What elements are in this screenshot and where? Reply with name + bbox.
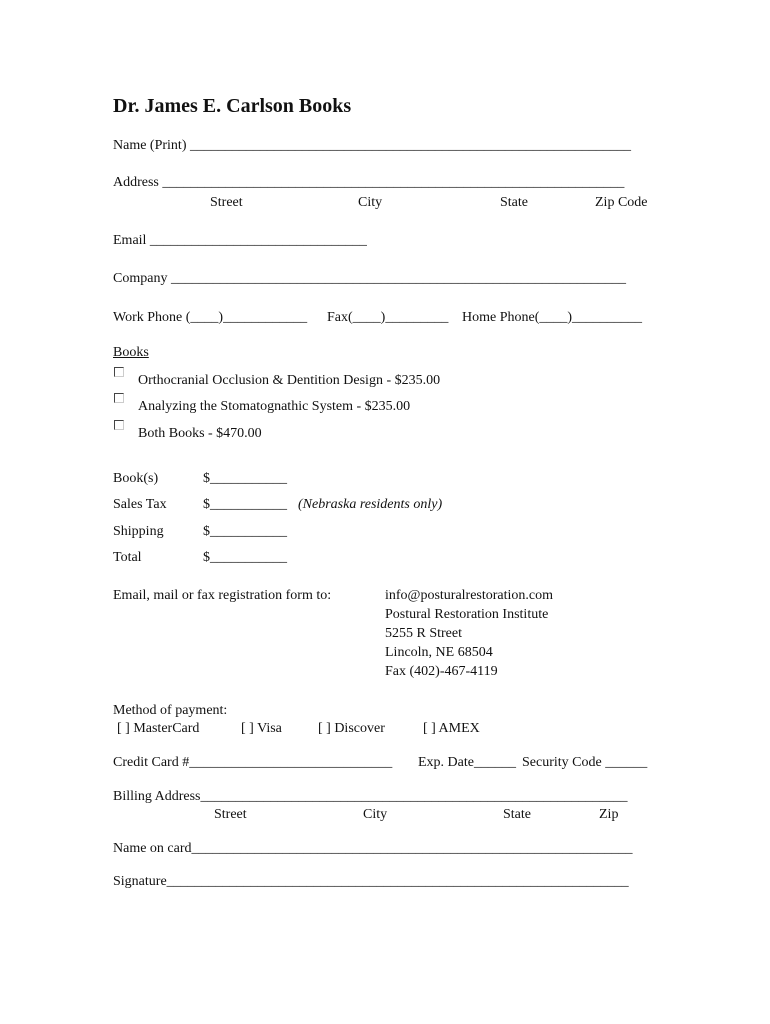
send-to-street: 5255 R Street [385,626,462,641]
address-state-label: State [500,195,528,210]
book-2-checkbox[interactable] [114,393,124,403]
home-phone-field[interactable]: Home Phone(____)__________ [462,310,643,325]
payment-heading: Method of payment: [113,703,228,718]
address-city-label: City [358,195,383,210]
book-2-label: Analyzing the Stomatognathic System - $235.00 [138,399,411,414]
sales-tax-label: Sales Tax [113,497,167,512]
address-street-label: Street [210,195,243,210]
address-field[interactable]: Address __________________________________________________________________ [113,175,625,190]
books-total-label: Book(s) [113,471,159,486]
send-to-label: Email, mail or fax registration form to: [113,588,332,603]
total-label: Total [113,550,142,565]
billing-zip-label: Zip [599,807,619,822]
company-field[interactable]: Company _________________________________________________________________ [113,271,626,286]
billing-state-label: State [503,807,531,822]
shipping-label: Shipping [113,524,164,539]
name-on-card-field[interactable]: Name on card_______________________________________________________________ [113,841,633,856]
send-to-fax: Fax (402)-467-4119 [385,664,498,679]
sales-tax-field[interactable]: $___________ [203,497,287,512]
signature-field[interactable]: Signature__________________________________________________________________ [113,874,629,889]
send-to-org: Postural Restoration Institute [385,607,549,622]
billing-city-label: City [363,807,388,822]
fax-field[interactable]: Fax(____)_________ [327,310,449,325]
credit-card-field[interactable]: Credit Card #_____________________________ [113,755,393,770]
payment-mastercard-option[interactable]: [ ] MasterCard [117,721,200,736]
security-code-field[interactable]: Security Code ______ [522,755,648,770]
books-heading: Books [113,345,149,360]
page-title: Dr. James E. Carlson Books [113,95,352,117]
payment-discover-option[interactable]: [ ] Discover [318,721,385,736]
send-to-email: info@posturalrestoration.com [385,588,554,603]
payment-amex-option[interactable]: [ ] AMEX [423,721,480,736]
sales-tax-note: (Nebraska residents only) [298,497,443,512]
book-1-checkbox[interactable] [114,367,124,377]
both-books-checkbox[interactable] [114,420,124,430]
shipping-field[interactable]: $___________ [203,524,287,539]
address-zip-label: Zip Code [595,195,648,210]
total-field[interactable]: $___________ [203,550,287,565]
both-books-label: Both Books - $470.00 [138,426,262,441]
work-phone-field[interactable]: Work Phone (____)____________ [113,310,308,325]
books-total-field[interactable]: $___________ [203,471,287,486]
book-1-label: Orthocranial Occlusion & Dentition Design - $235.00 [138,373,441,388]
exp-date-field[interactable]: Exp. Date______ [418,755,516,770]
payment-visa-option[interactable]: [ ] Visa [241,721,282,736]
send-to-city: Lincoln, NE 68504 [385,645,493,660]
email-field[interactable]: Email _______________________________ [113,233,367,248]
billing-street-label: Street [214,807,247,822]
name-field[interactable]: Name (Print) _______________________________________________________________ [113,138,631,153]
billing-address-field[interactable]: Billing Address_____________________________________________________________ [113,789,628,804]
